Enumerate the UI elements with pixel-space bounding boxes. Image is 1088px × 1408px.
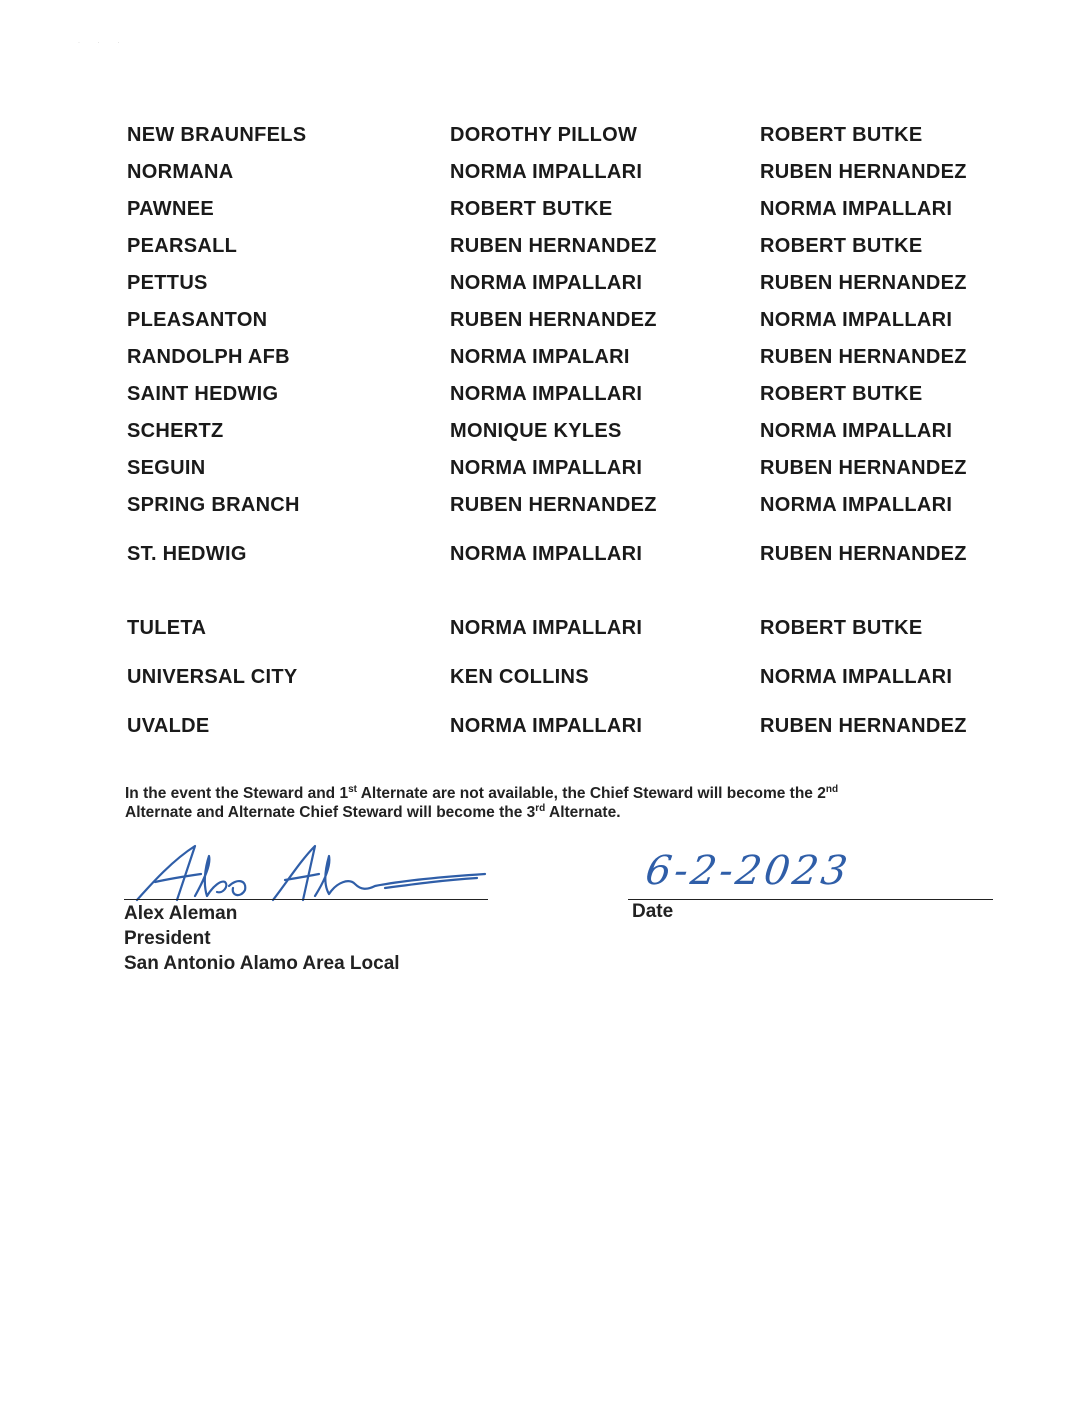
alternate-name: RUBEN HERNANDEZ	[760, 161, 967, 183]
alternate-name: RUBEN HERNANDEZ	[760, 715, 967, 737]
alternate-name: RUBEN HERNANDEZ	[760, 272, 967, 294]
note-text-4: Alternate.	[545, 804, 621, 821]
steward-name: NORMA IMPALLARI	[450, 161, 643, 183]
note-sup-2: nd	[825, 783, 839, 795]
roster-row	[0, 617, 1088, 645]
steward-name: KEN COLLINS	[450, 666, 589, 688]
alternate-name: ROBERT BUTKE	[760, 124, 923, 146]
steward-name: DOROTHY PILLOW	[450, 124, 638, 146]
roster-row	[0, 543, 1088, 571]
steward-name: RUBEN HERNANDEZ	[450, 494, 657, 516]
steward-name: RUBEN HERNANDEZ	[450, 235, 657, 257]
signer-organization: San Antonio Alamo Area Local	[124, 953, 400, 974]
roster-row	[0, 346, 1088, 374]
roster-row	[0, 383, 1088, 411]
alternate-name: NORMA IMPALLARI	[760, 309, 953, 331]
alternate-name: RUBEN HERNANDEZ	[760, 346, 967, 368]
office-name: NEW BRAUNFELS	[127, 124, 307, 146]
steward-name: NORMA IMPALLARI	[450, 617, 643, 639]
roster-row	[0, 235, 1088, 263]
note-sup-3: rd	[535, 802, 546, 814]
roster-row	[0, 124, 1088, 152]
alternate-name: RUBEN HERNANDEZ	[760, 457, 967, 479]
office-name: NORMANA	[127, 161, 234, 183]
office-name: SAINT HEDWIG	[127, 383, 279, 405]
office-name: ST. HEDWIG	[127, 543, 247, 565]
alternate-name: ROBERT BUTKE	[760, 617, 923, 639]
steward-name: NORMA IMPALLARI	[450, 715, 643, 737]
president-signature	[125, 838, 495, 908]
office-name: TULETA	[127, 617, 207, 639]
steward-name: NORMA IMPALLARI	[450, 457, 643, 479]
scan-artifact: · · ·	[78, 40, 128, 46]
office-name: SPRING BRANCH	[127, 494, 300, 516]
roster-row	[0, 161, 1088, 189]
signature-block	[124, 901, 400, 976]
date-line	[628, 899, 993, 900]
office-name: SEGUIN	[127, 457, 206, 479]
office-name: UNIVERSAL CITY	[127, 666, 298, 688]
roster-row	[0, 420, 1088, 448]
note-sup-1: st	[348, 783, 357, 795]
signature-line	[124, 899, 488, 900]
roster-row	[0, 457, 1088, 485]
alternate-name: RUBEN HERNANDEZ	[760, 543, 967, 565]
office-name: PETTUS	[127, 272, 208, 294]
signer-name: Alex Aleman	[124, 903, 238, 924]
office-name: RANDOLPH AFB	[127, 346, 290, 368]
office-name: PAWNEE	[127, 198, 214, 220]
office-name: PLEASANTON	[127, 309, 268, 331]
alternate-name: NORMA IMPALLARI	[760, 494, 953, 516]
steward-name: MONIQUE KYLES	[450, 420, 622, 442]
steward-name: NORMA IMPALLARI	[450, 543, 643, 565]
roster-row	[0, 198, 1088, 226]
note-text-2: Alternate are not available, the Chief Steward will become the 2	[356, 785, 826, 802]
steward-name: RUBEN HERNANDEZ	[450, 309, 657, 331]
alternate-name: NORMA IMPALLARI	[760, 198, 953, 220]
steward-name: ROBERT BUTKE	[450, 198, 613, 220]
alternate-note	[125, 784, 985, 822]
office-name: UVALDE	[127, 715, 210, 737]
roster-row	[0, 272, 1088, 300]
roster-row	[0, 715, 1088, 743]
note-text-1: In the event the Steward and 1	[125, 785, 349, 802]
note-text-3: Alternate and Alternate Chief Steward will become the 3	[125, 804, 536, 821]
steward-name: NORMA IMPALLARI	[450, 383, 643, 405]
office-name: PEARSALL	[127, 235, 238, 257]
alternate-name: NORMA IMPALLARI	[760, 420, 953, 442]
signer-title: President	[124, 928, 211, 949]
steward-name: NORMA IMPALARI	[450, 346, 630, 368]
handwritten-date: 6-2-2023	[642, 848, 853, 894]
roster-row	[0, 666, 1088, 694]
office-name: SCHERTZ	[127, 420, 224, 442]
steward-name: NORMA IMPALLARI	[450, 272, 643, 294]
date-label: Date	[632, 901, 674, 922]
alternate-name: ROBERT BUTKE	[760, 383, 923, 405]
roster-row	[0, 494, 1088, 522]
roster-row	[0, 309, 1088, 337]
alternate-name: NORMA IMPALLARI	[760, 666, 953, 688]
alternate-name: ROBERT BUTKE	[760, 235, 923, 257]
